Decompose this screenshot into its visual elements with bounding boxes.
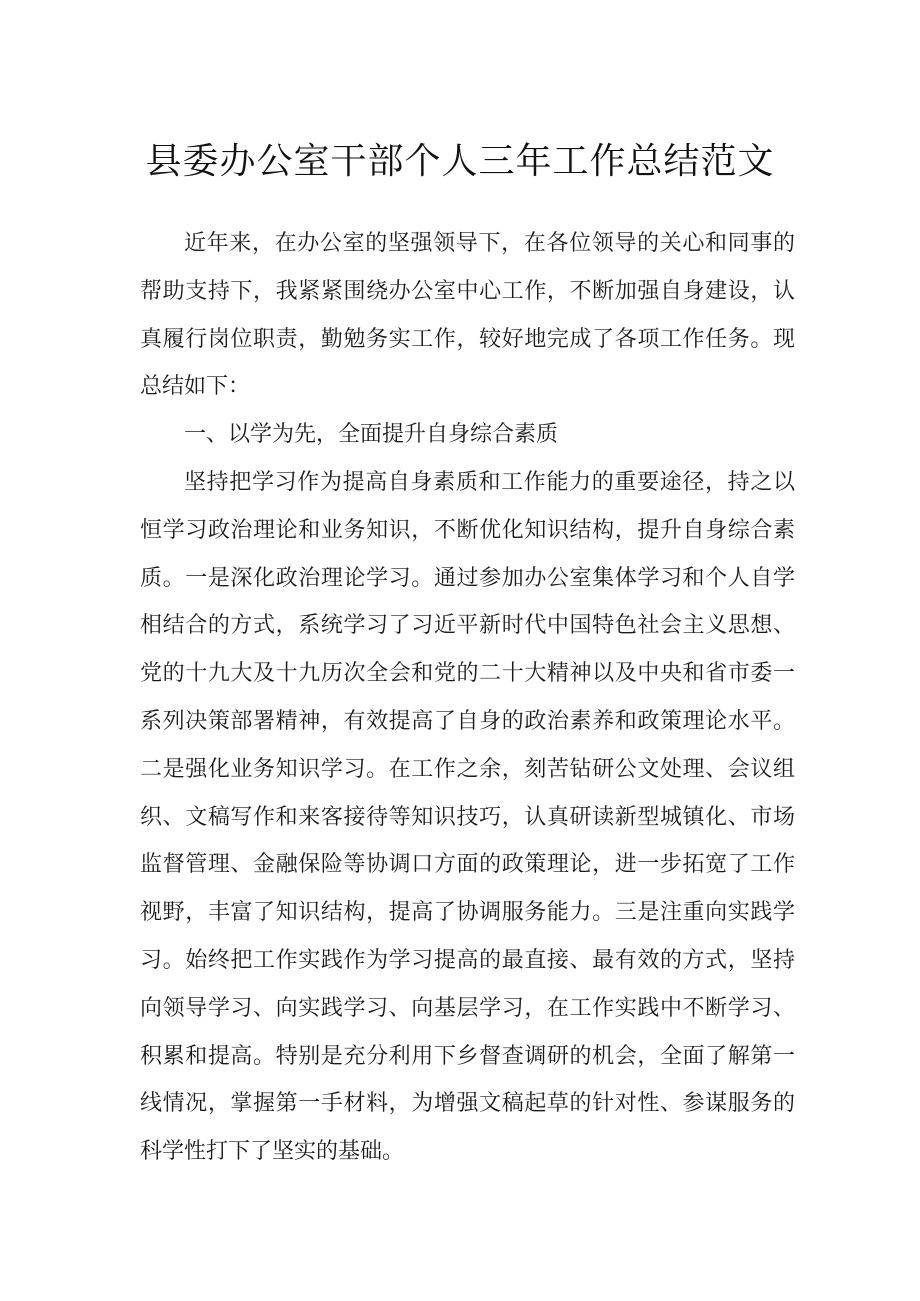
document-title: 县委办公室干部个人三年工作总结范文: [145, 141, 775, 182]
document-body: [140, 220, 795, 1176]
intro-paragraph: 近年来，在办公室的坚强领导下，在各位领导的关心和同事的帮助支持下，我紧紧围绕办公室中心工作，不断加强自身建设，认真履行岗位职责，勤勉务实工作，较好地完成了各项工作任务。现总结如下：: [140, 231, 795, 400]
section-paragraph: 坚持把学习作为提高自身素质和工作能力的重要途径，持之以恒学习政治理论和业务知识，不断优化知识结构，提升自身综合素质。一是深化政治理论学习。通过参加办公室集体学习和个人自学相结合的方式，系统学习了习近平新时代中国特色社会主义思想、党的十九大及十九历次全会和党的二十大精神以及中央和省市委一系列决策部署精神，有效提高了自身的政治素养和政策理论水平。二是强化业务知识学习。在工作之余，刻苦钻研公文处理、会议组织、文稿写作和来客接待等知识技巧，认真研读新型城镇化、市场监督管理、金融保险等协调口方面的政策理论，进一步拓宽了工作视野，丰富了知识结构，提高了协调服务能力。三是注重向实践学习。始终把工作实践作为学习提高的最直接、最有效的方式，坚持向领导学习、向实践学习、向基层学习，在工作实践中不断学习、积累和提高。特别是充分利用下乡督查调研的机会，全面了解第一线情况，掌握第一手材料，为增强文稿起草的针对性、参谋服务的科学性打下了坚实的基础。: [140, 469, 795, 1165]
section-heading: 一、以学为先，全面提升自身综合素质: [184, 422, 559, 448]
